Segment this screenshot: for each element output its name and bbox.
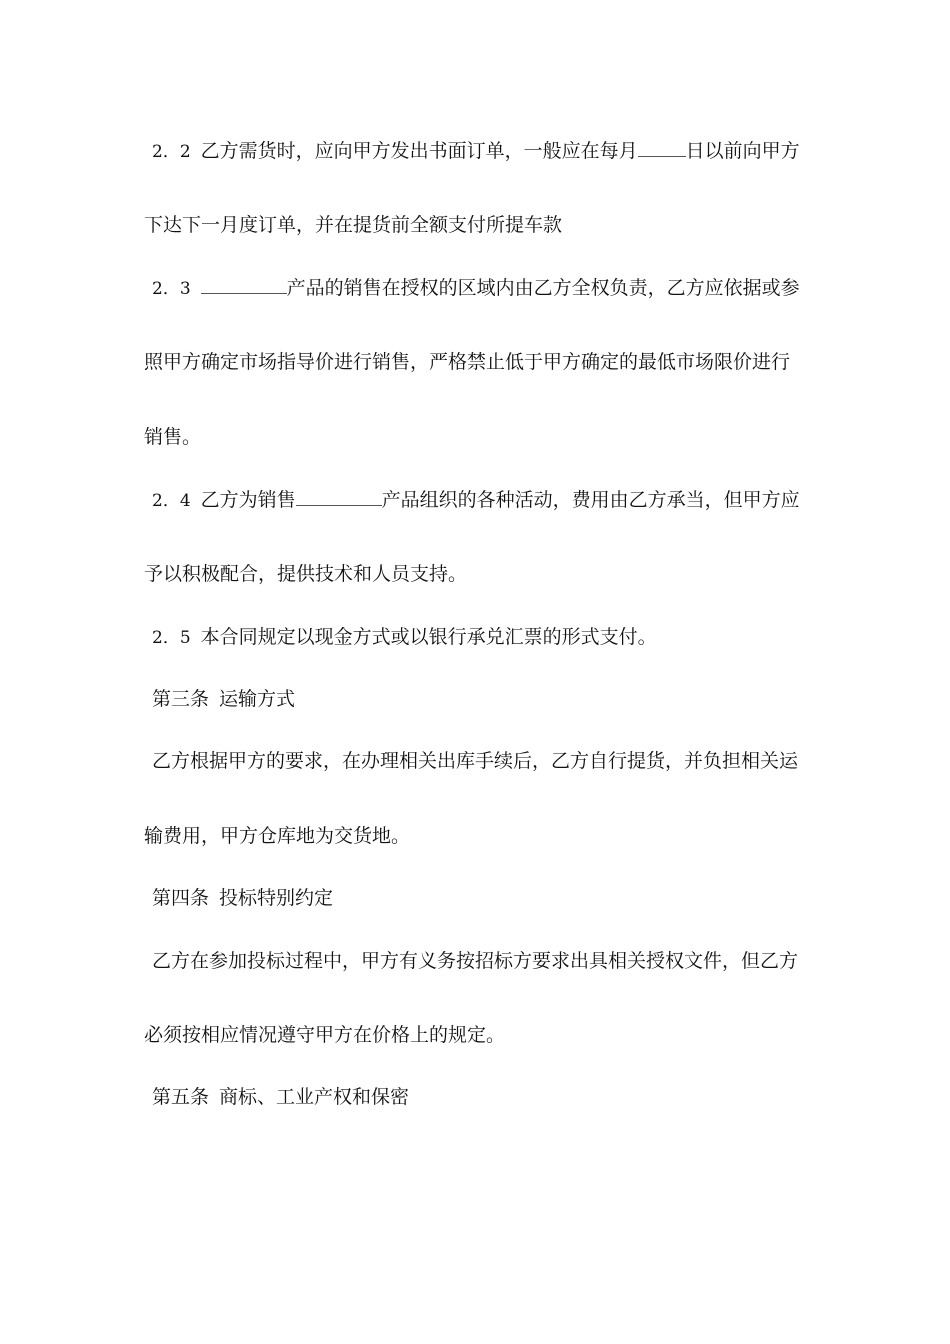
article-title: 商标、工业产权和保密 <box>219 1086 410 1108</box>
clause-text: 产品组织的各种活动，费用由乙方承当，但甲方应 <box>381 489 800 511</box>
clause-2-3-line-2: 照甲方确定市场指导价进行销售，严格禁止低于甲方确定的最低市场限价进行 <box>144 351 791 373</box>
clause-text: 乙方为销售 <box>200 489 296 511</box>
clause-number: 2．3 <box>152 279 191 299</box>
clause-number: 2．5 <box>152 628 191 648</box>
article-title: 投标特别约定 <box>219 887 334 909</box>
clause-2-3-line-3: 销售。 <box>144 426 202 448</box>
clause-text: 日以前向甲方 <box>685 140 800 162</box>
article-4-body-line-1 <box>144 946 812 976</box>
article-label: 第四条 <box>152 887 210 909</box>
article-label: 第三条 <box>152 688 210 710</box>
clause-2-4-line-1 <box>144 485 812 515</box>
article-3-body-line-1 <box>144 746 812 776</box>
clause-text: 本合同规定以现金方式或以银行承兑汇票的形式支付。 <box>200 626 657 648</box>
clause-2-2-line-1 <box>144 136 812 166</box>
clause-number: 2．4 <box>152 491 191 511</box>
fill-in-blank[interactable] <box>201 275 287 294</box>
clause-text: 产品的销售在授权的区域内由乙方全权负责，乙方应依据或参 <box>286 277 800 299</box>
article-3-heading <box>144 684 812 714</box>
clause-number: 2．2 <box>152 142 191 162</box>
article-title: 运输方式 <box>219 688 296 710</box>
clause-text: 乙方需货时，应向甲方发出书面订单，一般应在每月 <box>200 140 638 162</box>
body-text: 乙方根据甲方的要求，在办理相关出库手续后，乙方自行提货，并负担相关运 <box>152 750 799 772</box>
article-4-body-line-2: 必须按相应情况遵守甲方在价格上的规定。 <box>144 1024 506 1046</box>
fill-in-blank[interactable] <box>296 487 382 506</box>
article-3-body-line-2: 输费用，甲方仓库地为交货地。 <box>144 825 411 847</box>
article-label: 第五条 <box>152 1086 210 1108</box>
article-5-heading <box>144 1082 812 1112</box>
fill-in-blank[interactable] <box>638 138 686 157</box>
body-text: 乙方在参加投标过程中，甲方有义务按招标方要求出具相关授权文件，但乙方 <box>152 950 799 972</box>
clause-2-2-line-2: 下达下一月度订单，并在提货前全额支付所提车款 <box>144 214 563 236</box>
article-4-heading <box>144 883 812 913</box>
clause-2-3-line-1 <box>144 273 812 303</box>
clause-2-4-line-2: 予以积极配合，提供技术和人员支持。 <box>144 563 468 585</box>
clause-2-5-line-1 <box>144 622 812 652</box>
